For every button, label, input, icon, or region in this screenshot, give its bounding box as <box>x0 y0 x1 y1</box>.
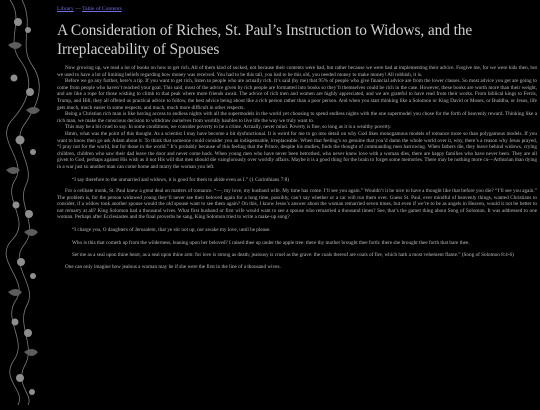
paragraph: Now growing up, we read a lot of books on how to get rich. All of them kind of sucked, not because their contents were bad, but rather because we were bad at implementing their advice. Forgive me, for we were kids then, but we used to have a lot of limiting beliefs regarding how money was received. You had to be this tall, you had to be this old, you needed money to make money! All rubbish, it is. <box>57 65 537 78</box>
breadcrumb-contents-link[interactable]: Table of Contents <box>82 6 122 12</box>
breadcrumb <box>57 6 537 13</box>
paragraph: One can only imagine how jealous a woman may be if she were the first in the line of a thousand wives. <box>65 263 281 270</box>
paragraph: Hmm, what was the point of this thought. As a scientist I may have become a bit dysfunctional. It is weird for me to go into detail on why God likes monogamous models of romance more so than polygamous models. If you want to know then go ask Adam about it. To think that someone could consider you an indispensable, irreplaceable. When that feeling’s so genuine that you’d damn the whole world over it, why, there’s a reason why Jesus prayed, “I pray not for the world, but for those in the world.” It’s probably because of this feeling that the Prince, despite his studies, finds the thought of commanding men harrowing. When fathers die, they leave behind widows, crying children, children who saw their dad leave the door and never come back. When young men who have never been betrothed, who never knew love with a woman dies, there are happy families who have never been. They are all given to God, perhaps against His wish as it not His will that men should die vainglorously over worldly affairs. Maybe it is a good thing for the brain to forget some memories. There may be nothing more cu—Arthurian than dying in a war just so another man can come home and marry the woman you left. <box>57 130 537 170</box>
breadcrumb-separator: — <box>75 6 81 12</box>
scripture-quote-song: “I charge you, O daughters of Jerusalem, that ye stir not up, nor awake my love, until he please. <box>72 227 271 234</box>
paragraph: Before we go any further, here’s a tip. If you want to get rich, listen to people who are actually rich. It’s said (by me) that 95% of people who give financial advice are from the lower classes. So most advice you get are going to come from people who haven’t reached your goal. This said, most of the advice given by rich people are formatted into books so they’ll themselves could be rich in the case. However, these books are worth more than their weight, and are like a rope for those wishing to climb to that peak where more friends await. The advice of rich men and women are highly appreciated, and we are grateful to have read from their works. From biblical kings to Ferris, Trump, and Hill, they all offered us practical advice to follow, the best advice being about like a rich person rather than a poor person. And when you start thinking like a Solomon or King David or Moses, or Buddha, or Jesus, life gets much, much easier in some respects, and much, much more difficult in other respects. <box>57 78 537 111</box>
scripture-quote-song: Set me as a seal upon thine heart, as a seal upon thine arm: for love is strong as death; jealousy is cruel as the grave: the coals thereof are coals of fire, which hath a most vehement flame.” (Song of Solomon 8:4-6) <box>72 252 514 259</box>
paragraph: Being a Christian rich man is like having access to endless nights with all the supermodels in the world yet choosing to spend endless nights with the one supermodel you chose for the forth of heavenly reward. Thinking like a rich man, we make the conscious decision to withdraw ourselves from worldly baubles to live life the way we truly want to. <box>57 111 537 124</box>
paragraph: For a celibate monk, St. Paul knew a great deal on matters of romance. “—, my love, my husband wife. My time has come. I’ll see you again.” Wouldn’t it be nice to have a thought like that before you die? “I’ll see you again.” The problem is, for the person widowed young they’ll never see their beloved again for a long time, possibly, can’t say whether or a car will run them over. Guess St. Paul, ever mindful of heavenly things, wanted Christians to consider, if a widow took another spouse would the old spouse want to see them again? On this, I know Jesus’s answer about the woman remarried seven times, but even if we’re to be as angels in Heaven, would it not be better to not remarry at all? King Solomon had a thousand wives. What first husband or first wife would want to see a spouse who remarried a thousand times? See, that’s the gamet thing about Song of Solomon. It was addressed to one woman. Perhaps after Ecclesiastes and the final proverbs he sang, King Solomon tried to write a make-up song? <box>57 188 537 221</box>
article <box>57 6 537 270</box>
page-title: A Consideration of Riches, St. Paul’s Instruction to Widows, and the Irreplaceability of Spouses <box>57 22 473 58</box>
decorative-border-image <box>0 0 44 405</box>
paragraph: This may be a bit cruel to say. In some conditions, we consider poverty to be a crime. Actually, never mind. Poverty is fine, so long as it is a wealthy poverty. <box>65 124 392 131</box>
scripture-quote-song: Who is this that cometh up from the wilderness, leaning upon her beloved? I raised thee up under the apple tree: there thy mother brought thee forth: there she brought thee forth that bare thee. <box>72 239 470 246</box>
breadcrumb-home-link[interactable]: Library <box>57 6 74 12</box>
scripture-quote-corinthians: “I say therefore to the unmarried and widows, it is good for them to abide even as I.” (1 Corinthians 7:8) <box>72 176 289 183</box>
